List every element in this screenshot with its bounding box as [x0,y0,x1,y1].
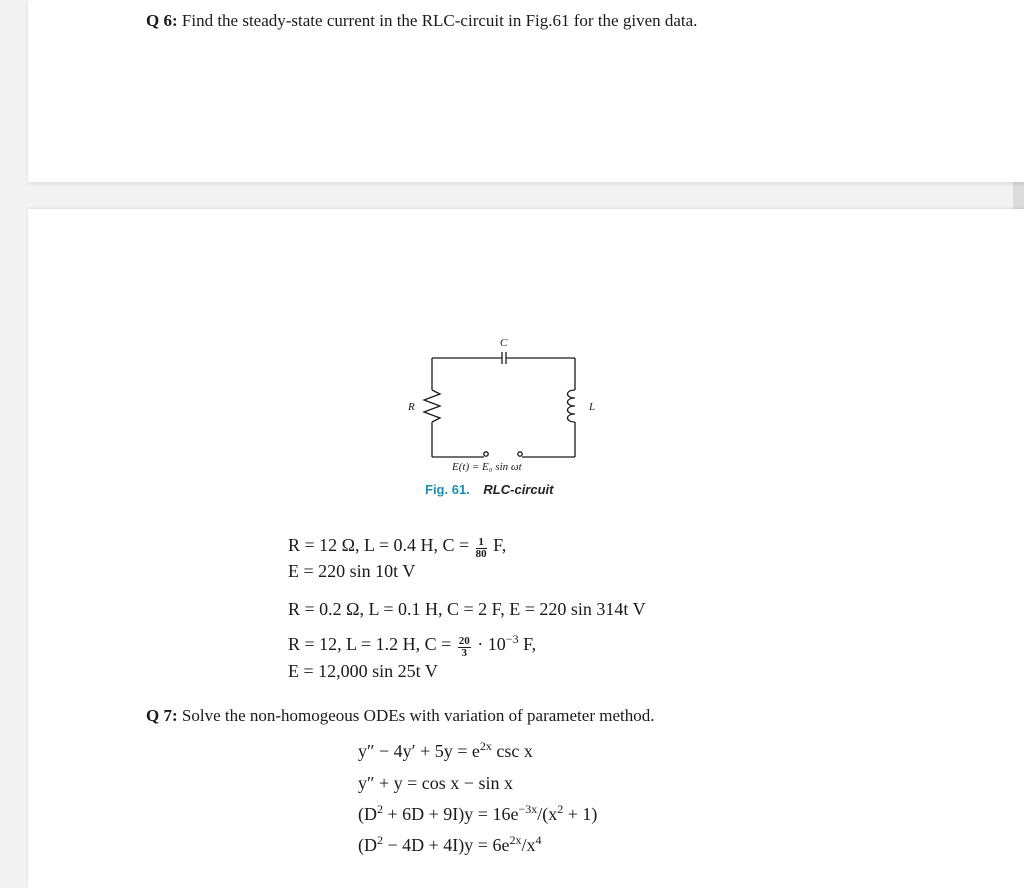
set1-fraction [476,537,487,560]
data-set-2-line-1: R = 0.2 Ω, L = 0.1 H, C = 2 F, E = 220 sin 314t V [288,599,646,619]
ode-3-exponent-2: −3x [518,802,538,816]
set1-line1-part-b: F, [493,535,507,555]
ode-4-exponent-3: 4 [535,833,542,847]
figure-title: RLC-circuit [483,482,554,497]
set3-frac-num: 20 [458,635,470,647]
data-set-1-line-2: E = 220 sin 10t V [288,561,416,581]
ode-3-exponent-3: 2 [557,802,564,816]
ode-3-part-c: /(x [537,804,558,824]
page-bottom [28,209,1024,888]
question-6-label: Q 6: [146,11,178,30]
ode-4-part-a: (D [358,835,377,855]
resistor-zigzag [424,390,440,422]
terminal-right [518,452,522,456]
figure-number: Fig. 61. [425,482,470,497]
question-6-text: Find the steady-state current in the RLC-circuit in Fig.61 for the given data. [181,11,698,30]
data-set-3-line-1 [288,634,536,659]
ode-1 [358,741,533,762]
ode-1-part-b: csc x [496,741,533,761]
ode-4-part-c: /x [521,835,536,855]
question-7-label: Q 7: [146,706,178,725]
inductor-coil [568,390,576,422]
ode-4-exponent-2: 2x [509,833,522,847]
set3-fraction [458,636,471,659]
set3-exponent: −3 [505,632,519,646]
ode-3-part-a: (D [358,804,377,824]
ode-3-exponent-1: 2 [377,802,383,816]
label-c: C [500,337,508,349]
set3-frac-den: 3 [461,647,468,659]
ode-3-part-b: + 6D + 9I)y = 16e [387,804,519,824]
set1-line1-part-a: R = 12 Ω, L = 0.4 H, C = [288,535,470,555]
set1-frac-num: 1 [476,537,487,549]
set1-frac-den: 80 [475,548,487,560]
ode-2: y″ + y = cos x − sin x [358,773,513,793]
data-set-3-line-2: E = 12,000 sin 25t V [288,661,438,681]
data-set-1-line-1 [288,535,506,560]
label-l: L [589,401,596,413]
ode-3 [358,804,597,825]
question-7-text: Solve the non-homogeous ODEs with variation of parameter method. [181,706,655,725]
terminal-left [484,452,488,456]
ode-4-part-b: − 4D + 4I)y = 6e [387,835,510,855]
ode-3-part-d: + 1) [567,804,598,824]
set3-line1-part-c: F, [523,634,537,654]
set3-line1-part-b: · 10 [477,634,506,654]
ode-4-exponent-1: 2 [377,833,383,847]
figure-caption [425,482,553,497]
ode-1-exponent: 2x [479,739,492,753]
question-6 [146,11,697,31]
ode-1-part-a: y″ − 4y′ + 5y = e [358,741,480,761]
set3-line1-part-a: R = 12, L = 1.2 H, C = [288,634,452,654]
question-7 [146,706,654,726]
label-r: R [408,401,415,413]
source-label: E(t) = E₀ sin ωt [452,461,522,473]
ode-4 [358,835,541,856]
page-top [28,0,1024,182]
rlc-circuit-diagram [390,330,620,480]
